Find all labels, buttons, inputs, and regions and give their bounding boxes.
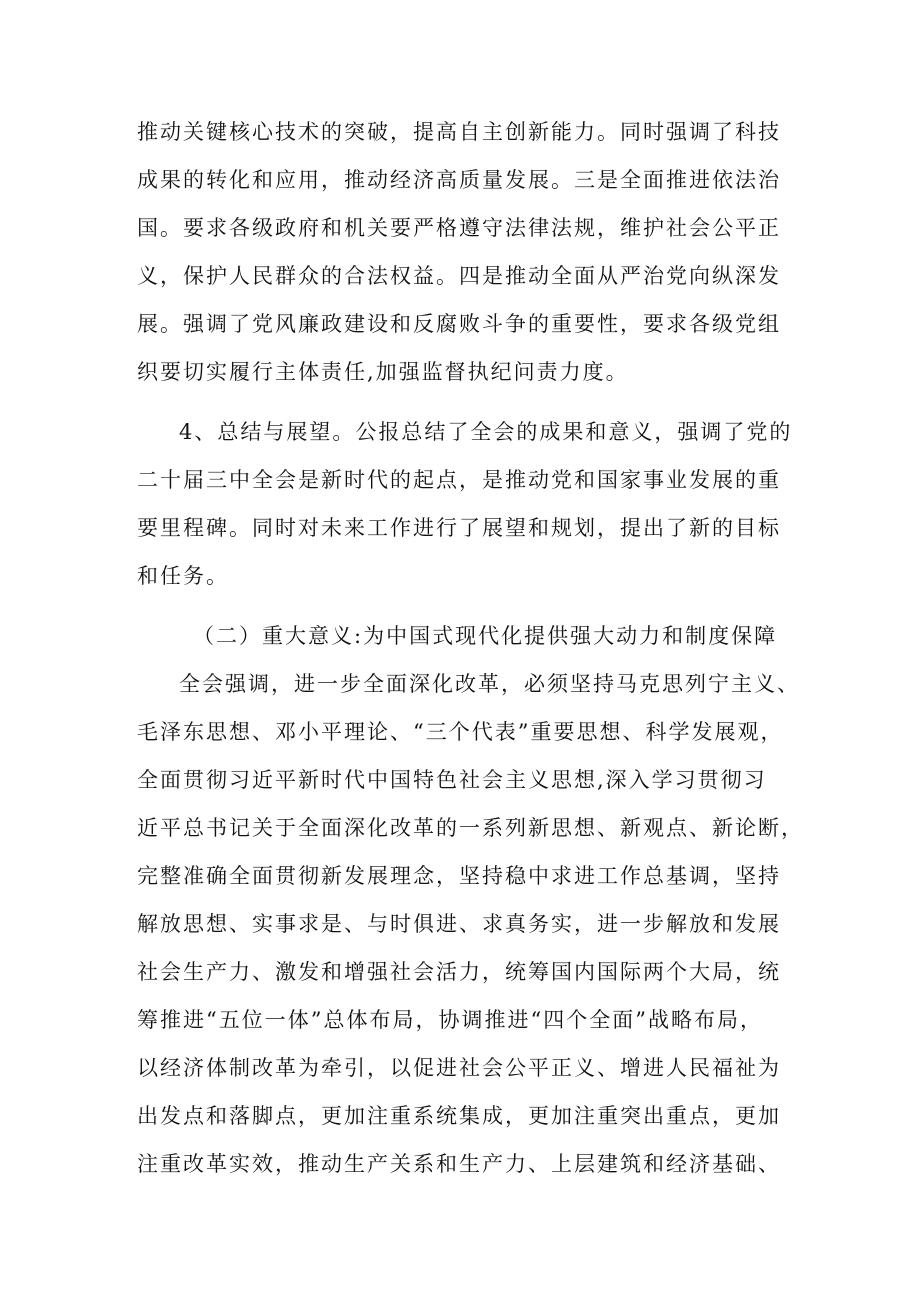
text-line: 解放思想、实事求是、与时俱进、求真务实，进一步解放和发展 [137, 912, 781, 936]
section-heading: （二）重大意义:为中国式现代化提供强大动力和制度保障 [193, 624, 778, 648]
paragraph-significance [137, 660, 804, 1188]
text-line: 和任务。 [137, 564, 229, 588]
document-body [137, 108, 804, 1188]
text-line: 推动关键核心技术的突破，提高自主创新能力。同时强调了科技 [137, 120, 781, 144]
text-line: 近平总书记关于全面深化改革的一系列新思想、新观点、新论断， [137, 816, 804, 840]
text-line: 织要切实履行主体责任,加强监督执纪问责力度。 [137, 360, 629, 384]
text-line: 成果的转化和应用，推动经济高质量发展。三是全面推进依法治 [137, 168, 781, 192]
text-line: 全面贯彻习近平新时代中国特色社会主义思想,深入学习贯彻习 [137, 768, 767, 792]
paragraph-gap [137, 600, 797, 612]
text-line: 义，保护人民群众的合法权益。四是推动全面从严治党向纵深发 [137, 264, 781, 288]
text-line: 注重改革实效，推动生产关系和生产力、上层建筑和经济基础、 [137, 1152, 781, 1176]
text-line: 国。要求各级政府和机关要严格遵守法律法规，维护社会公平正 [137, 216, 781, 240]
text-line: 毛泽东思想、邓小平理论、“三个代表”重要思想、科学发展观， [137, 720, 784, 744]
paragraph-summary-outlook [137, 408, 797, 600]
paragraph-reform-tasks-continued [137, 108, 797, 396]
text-line: 4、总结与展望。公报总结了全会的成果和意义，强调了党的 [179, 420, 793, 444]
text-line: 展。强调了党风廉政建设和反腐败斗争的重要性，要求各级党组 [137, 312, 781, 336]
paragraph-gap [137, 396, 797, 408]
text-line: 社会生产力、激发和增强社会活力，统筹国内国际两个大局，统 [137, 960, 781, 984]
text-line: 要里程碑。同时对未来工作进行了展望和规划，提出了新的目标 [137, 516, 781, 540]
text-line: 全会强调，进一步全面深化改革，必须坚持马克思列宁主义、 [179, 672, 800, 696]
text-line: 以经济体制改革为牵引，以促进社会公平正义、增进人民福祉为 [137, 1056, 781, 1080]
text-line: 二十届三中全会是新时代的起点，是推动党和国家事业发展的重 [137, 468, 781, 492]
text-line: 筹推进“五位一体”总体布局，协调推进“四个全面”战略布局， [137, 1008, 763, 1032]
text-line: 出发点和落脚点，更加注重系统集成，更加注重突出重点，更加 [137, 1104, 781, 1128]
text-line: 完整准确全面贯彻新发展理念，坚持稳中求进工作总基调，坚持 [137, 864, 781, 888]
